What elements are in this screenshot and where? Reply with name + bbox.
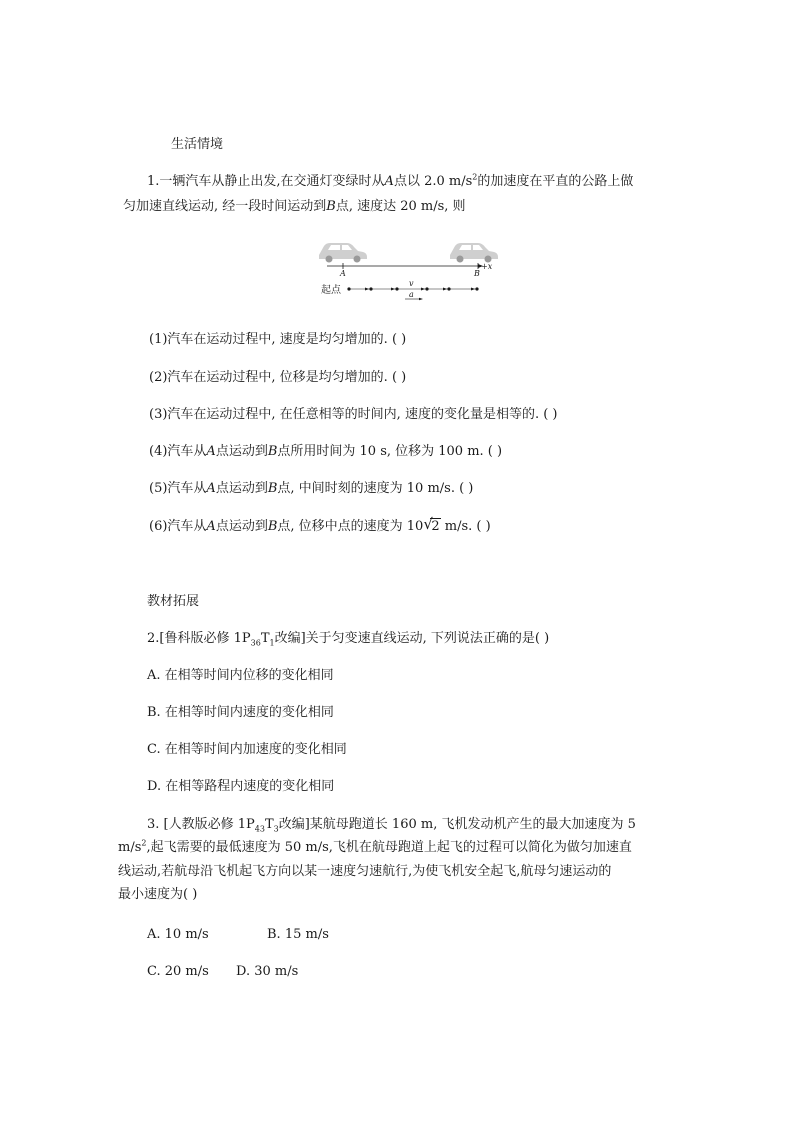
label-start: 起点	[321, 285, 341, 296]
q3-option-d: D. 30 m/s	[236, 964, 299, 979]
point-b: B	[267, 444, 278, 459]
q3-stem-line3: 线运动,若航母沿飞机起飞方向以某一速度匀速航行,为使飞机安全起飞,航母匀速运动的	[118, 864, 612, 879]
label-x: +x	[481, 262, 493, 271]
q3-stem-line4: 最小速度为( )	[118, 887, 198, 902]
radicand: 2	[431, 519, 440, 534]
text: m/s. ( )	[440, 519, 491, 534]
text: 点运动到	[215, 481, 268, 496]
car-icon-start	[319, 243, 367, 263]
label-acceleration: a	[409, 290, 414, 299]
text: 的加速度在平直的公路上做	[477, 174, 634, 189]
text: m/s	[118, 840, 142, 855]
superscript: 2	[472, 172, 478, 182]
text: T	[264, 817, 274, 832]
text: 点, 中间时刻的速度为 10 m/s. ( )	[277, 481, 474, 496]
q3-stem-line1	[147, 817, 636, 833]
section-title-textbook: 教材拓展	[147, 594, 200, 609]
text: 点, 位移中点的速度为 10	[277, 519, 424, 534]
q2-option-b: B. 在相等时间内速度的变化相同	[147, 705, 334, 720]
car-motion-figure	[315, 238, 505, 302]
q2-stem	[147, 631, 549, 647]
text: 1.一辆汽车从静止出发,在交通灯变绿时从	[147, 174, 385, 189]
point-a: A	[206, 444, 216, 459]
q1-stem-line2	[123, 199, 466, 215]
point-b: B	[267, 519, 278, 534]
text: 点运动到	[215, 519, 268, 534]
text: (4)汽车从	[149, 444, 207, 459]
text: 点运动到	[215, 444, 268, 459]
q3-option-a: A. 10 m/s	[147, 927, 209, 942]
q3-option-c: C. 20 m/s	[147, 964, 209, 979]
text: 点所用时间为 10 s, 位移为 100 m. ( )	[277, 444, 503, 459]
text: (6)汽车从	[149, 519, 207, 534]
q2-option-c: C. 在相等时间内加速度的变化相同	[147, 742, 347, 757]
text: 点, 速度达 20 m/s, 则	[335, 199, 466, 214]
q1-statement-1: (1)汽车在运动过程中, 速度是均匀增加的. ( )	[149, 332, 407, 347]
q1-statement-2: (2)汽车在运动过程中, 位移是均匀增加的. ( )	[149, 370, 407, 385]
q1-statement-3: (3)汽车在运动过程中, 在任意相等的时间内, 速度的变化量是相等的. ( )	[149, 407, 558, 422]
superscript: 2	[141, 838, 147, 848]
q3-stem-line2	[118, 840, 632, 856]
sqrt-symbol: √ 2	[423, 515, 440, 534]
q1-statement-6	[149, 515, 491, 535]
text: 点以 2.0 m/s	[393, 174, 473, 189]
text: 2.[鲁科版必修 1P	[147, 631, 251, 646]
subscript: 36	[250, 638, 261, 648]
text: ,起飞需要的最低速度为 50 m/s,飞机在航母跑道上起飞的过程可以简化为做匀加速直	[146, 840, 632, 855]
text: T	[260, 631, 270, 646]
car-icon-end	[450, 243, 498, 263]
point-a: A	[206, 481, 216, 496]
label-velocity: v	[409, 279, 414, 288]
label-b: B	[474, 269, 480, 278]
q1-statement-4	[149, 444, 502, 460]
text: 匀加速直线运动, 经一段时间运动到	[123, 199, 327, 214]
q1-stem-line1	[147, 174, 633, 190]
q1-statement-5	[149, 481, 473, 497]
q3-option-b: B. 15 m/s	[267, 927, 329, 942]
label-a: A	[340, 269, 346, 278]
text: 3. [人教版必修 1P	[147, 817, 255, 832]
subscript: 3	[273, 824, 279, 834]
point-a: A	[384, 174, 394, 189]
acceleration-arrow-icon	[419, 298, 423, 300]
q2-option-a: A. 在相等时间内位移的变化相同	[147, 668, 334, 683]
point-b: B	[326, 199, 336, 214]
section-title-life: 生活情境	[171, 137, 224, 152]
text: 改编]某航母跑道长 160 m, 飞机发动机产生的最大加速度为 5	[278, 817, 636, 832]
subscript: 1	[269, 638, 275, 648]
subscript: 43	[254, 824, 265, 834]
text: (5)汽车从	[149, 481, 207, 496]
text: 改编]关于匀变速直线运动, 下列说法正确的是( )	[274, 631, 550, 646]
q2-option-d: D. 在相等路程内速度的变化相同	[147, 779, 335, 794]
point-b: B	[267, 481, 278, 496]
point-a: A	[206, 519, 216, 534]
